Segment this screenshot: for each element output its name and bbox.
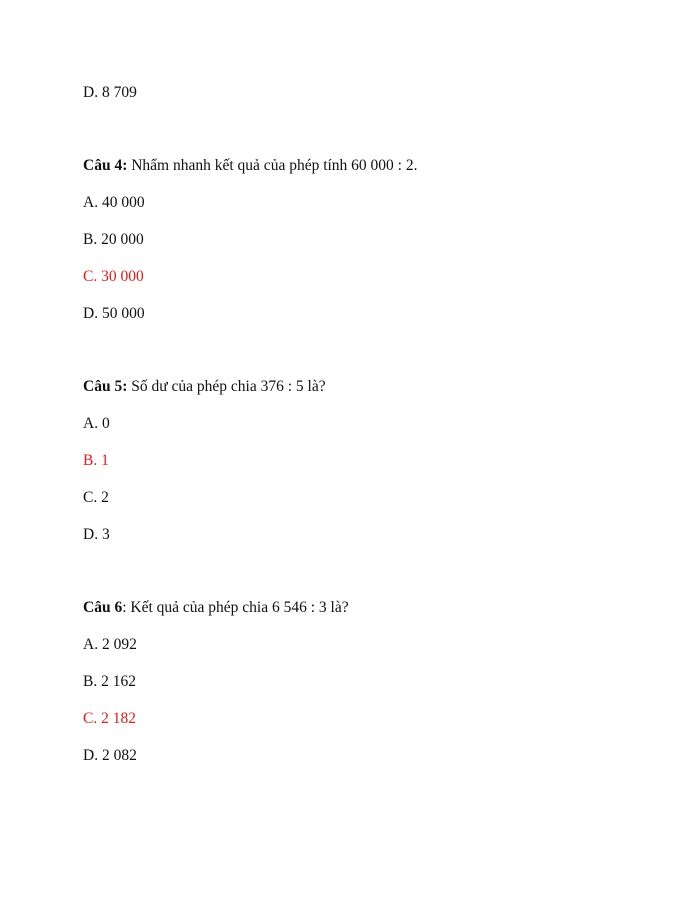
question-5-option-d: D. 3	[83, 526, 110, 543]
question-4-option-d: D. 50 000	[83, 305, 145, 322]
question-4-option-c-correct: C. 30 000	[83, 268, 144, 285]
question-5	[83, 378, 326, 396]
question-6-label: Câu 6	[83, 599, 123, 616]
question-4-text: Nhẩm nhanh kết quả của phép tính 60 000 : 2.	[127, 157, 418, 174]
question-4-label: Câu 4:	[83, 157, 128, 174]
question-6	[83, 599, 349, 617]
question-4-option-a: A. 40 000	[83, 194, 145, 211]
question-6-option-d: D. 2 082	[83, 747, 137, 764]
question-5-option-b-correct: B. 1	[83, 452, 109, 469]
question-5-option-a: A. 0	[83, 415, 110, 432]
question-5-option-c: C. 2	[83, 489, 109, 506]
question-4-option-b: B. 20 000	[83, 231, 144, 248]
prev-question-option-d: D. 8 709	[83, 84, 137, 101]
question-6-text: : Kết quả của phép chia 6 546 : 3 là?	[122, 599, 349, 616]
question-4	[83, 157, 418, 175]
question-6-option-c-correct: C. 2 182	[83, 710, 136, 727]
question-5-label: Câu 5:	[83, 378, 128, 395]
question-5-text: Số dư của phép chia 376 : 5 là?	[127, 378, 326, 395]
question-6-option-a: A. 2 092	[83, 636, 137, 653]
question-6-option-b: B. 2 162	[83, 673, 136, 690]
